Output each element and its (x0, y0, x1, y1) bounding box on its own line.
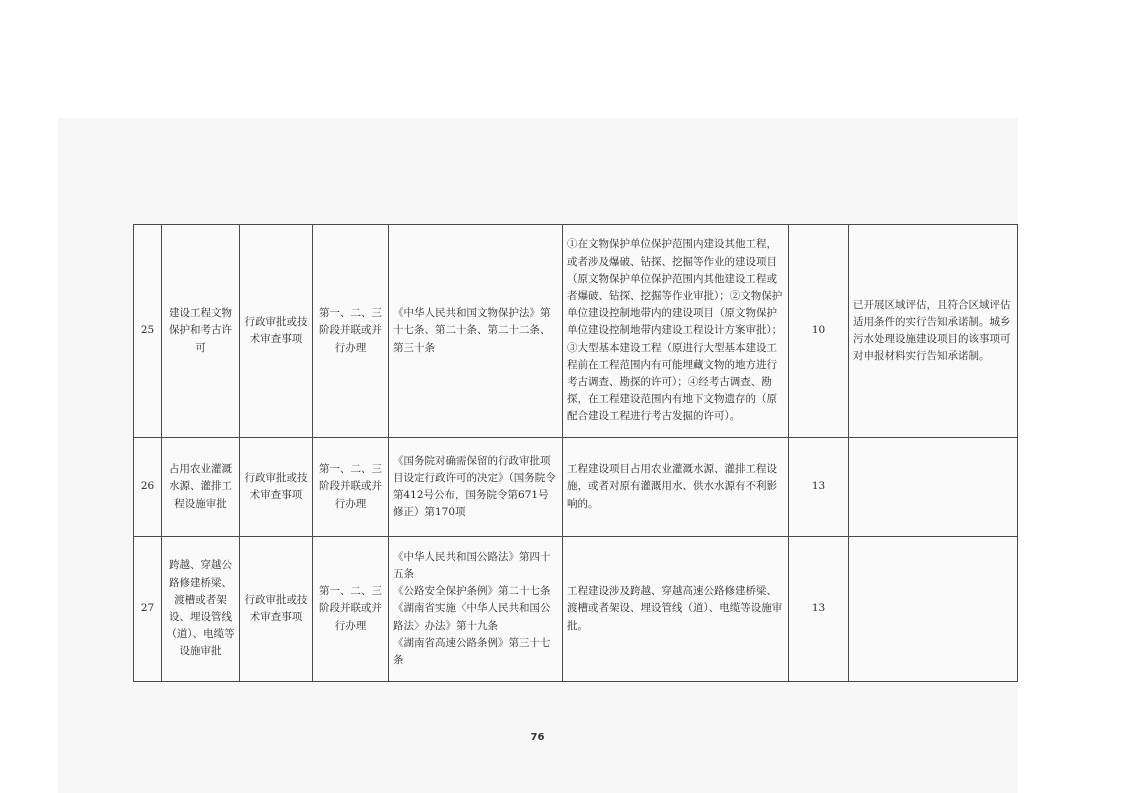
table-row (134, 225, 1018, 438)
item-scope: 工程建设项目占用农业灌溉水源、灌排工程设施，或者对原有灌溉用水、供水水源有不利影响的。 (563, 438, 789, 537)
item-legal-basis (389, 438, 563, 537)
item-note (849, 438, 1018, 537)
item-name: 建设工程文物保护和考古许可 (162, 225, 240, 438)
item-legal-basis (389, 225, 563, 438)
item-type: 行政审批或技术审查事项 (240, 438, 313, 537)
item-number: 25 (134, 225, 162, 438)
legal-basis-line: 《中华人民共和国文物保护法》第十七条、第二十条、第二十二条、第三十条 (393, 307, 551, 354)
item-type: 行政审批或技术审查事项 (240, 537, 313, 682)
item-days: 10 (789, 225, 849, 438)
item-number: 27 (134, 537, 162, 682)
item-days: 13 (789, 438, 849, 537)
item-name: 占用农业灌溉水源、灌排工程设施审批 (162, 438, 240, 537)
item-scope: 工程建设涉及跨越、穿越高速公路修建桥梁、渡槽或者架设、埋设管线（道）、电缆等设施审批。 (563, 537, 789, 682)
item-scope: ①在文物保护单位保护范围内建设其他工程，或者涉及爆破、钻探、挖掘等作业的建设项目（原文物保护单位保护范围内其他建设工程或者爆破、钻探、挖掘等作业审批）；②文物保护单位建设控制地带内的建设项目（原文物保护单位建设控制地带内建设工程设计方案审批）；③大型基本建设工程（原进行大型基本建设工程前在工程范围内有可能埋藏文物的地方进行考古调查、勘探的许可）；④经考古调查、勘探，在工程建设范围内有地下文物遗存的（原配合建设工程进行考古发掘的许可）。 (563, 225, 789, 438)
item-legal-basis (389, 537, 563, 682)
item-note: 已开展区域评估，且符合区域评估适用条件的实行告知承诺制。城乡污水处理设施建设项目的该事项可对申报材料实行告知承诺制。 (849, 225, 1018, 438)
legal-basis-line: 《湖南省实施〈中华人民共和国公路法〉办法》第十九条 (393, 602, 551, 632)
item-note (849, 537, 1018, 682)
item-stage: 第一、二、三阶段并联或并行办理 (313, 438, 389, 537)
legal-basis-line: 《湖南省高速公路条例》第三十七条 (393, 636, 551, 666)
legal-basis-line: 《公路安全保护条例》第二十七条 (393, 585, 551, 598)
approval-items-table (133, 224, 1018, 682)
item-type: 行政审批或技术审查事项 (240, 225, 313, 438)
legal-basis-line: 《中华人民共和国公路法》第四十五条 (393, 550, 551, 580)
table-row (134, 438, 1018, 537)
item-stage: 第一、二、三阶段并联或并行办理 (313, 225, 389, 438)
legal-basis-line: 《国务院对确需保留的行政审批项目设定行政许可的决定》（国务院令第412号公布，国务院令第671号修正）第170项 (393, 454, 556, 519)
item-name: 跨越、穿越公路修建桥梁、渡槽或者架设、埋设管线（道）、电缆等设施审批 (162, 537, 240, 682)
page-number: 76 (530, 732, 545, 743)
table-row (134, 537, 1018, 682)
item-days: 13 (789, 537, 849, 682)
item-number: 26 (134, 438, 162, 537)
item-stage: 第一、二、三阶段并联或并行办理 (313, 537, 389, 682)
